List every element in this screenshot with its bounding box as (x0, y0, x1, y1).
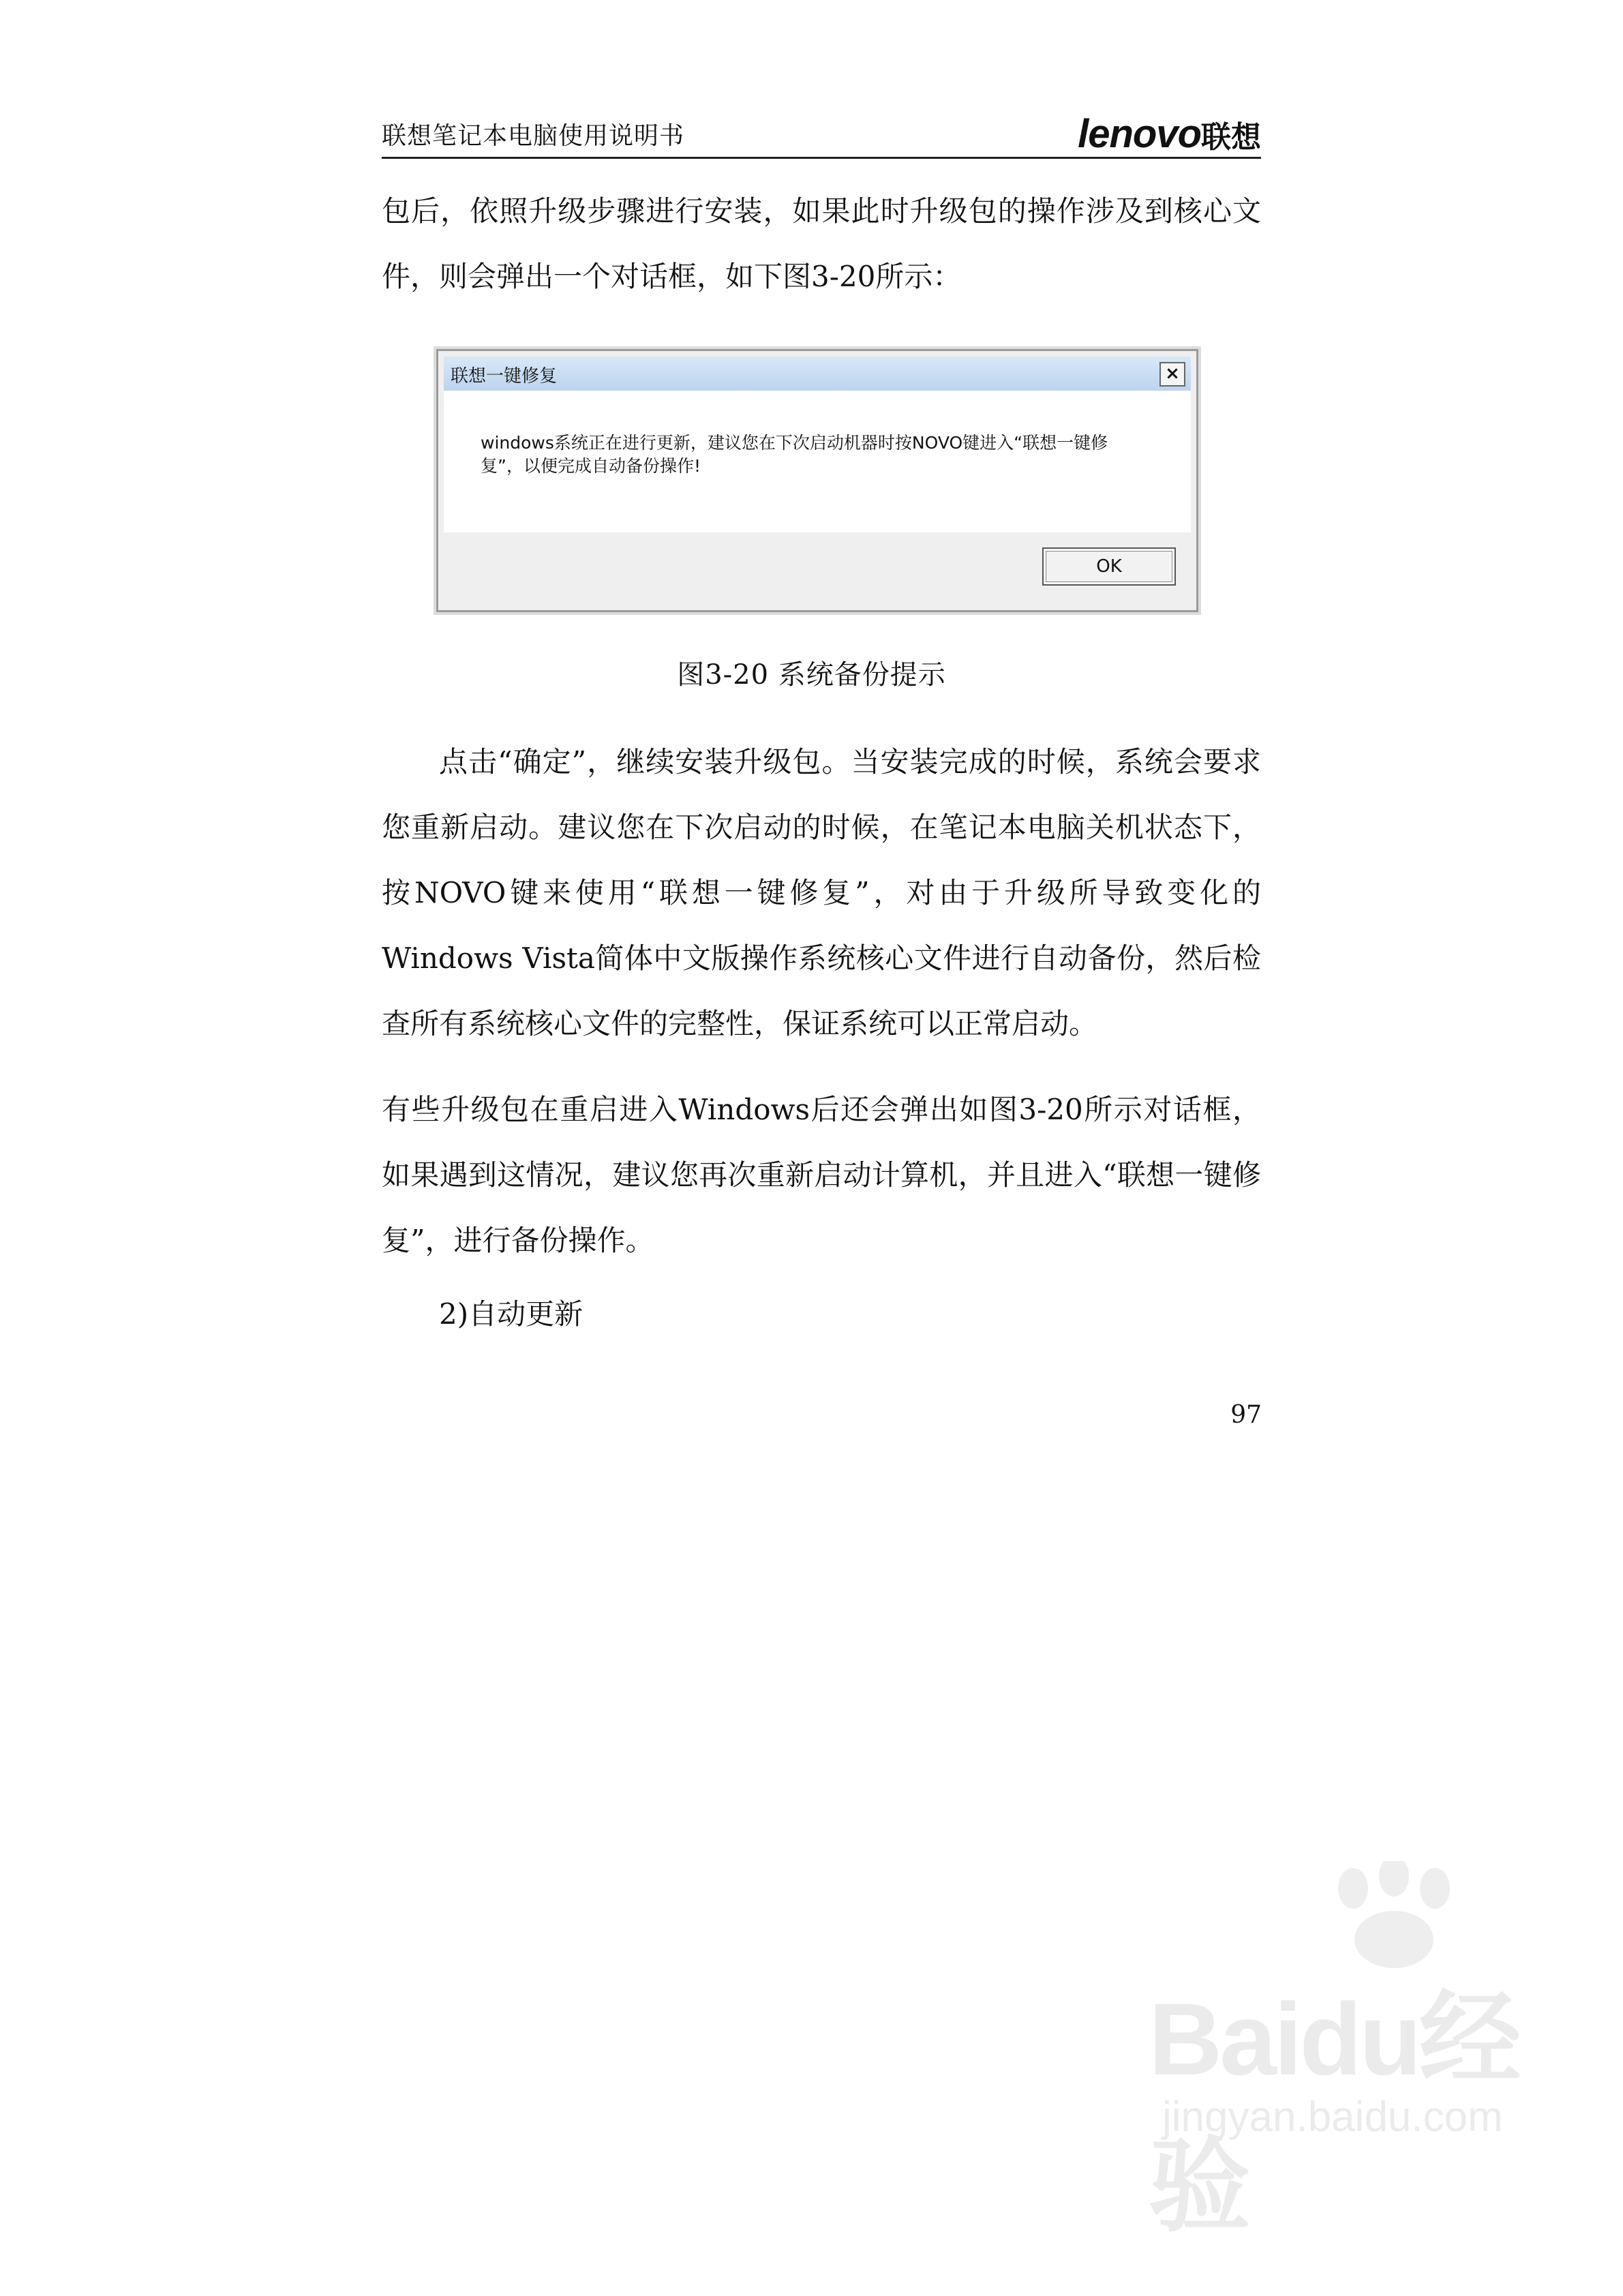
baidu-watermark (1149, 1861, 1530, 2244)
brand-en: lenovo (1078, 112, 1201, 156)
close-button[interactable]: × (1159, 362, 1185, 387)
figure-caption: 图3-20 系统备份提示 (677, 659, 946, 691)
paw-icon (1305, 1861, 1483, 1970)
watermark-logo: Baidu经验 (1149, 1982, 1519, 2244)
paragraph-restart: 有些升级包在重启进入Windows后还会弹出如图3-20所示对话框，如果遇到这情况，建议您再次重新启动计算机，并且进入“联想一键修复”，进行备份操作。 (382, 1093, 1261, 1257)
paragraph-confirm: 点击“确定”，继续安装升级包。当安装完成的时候，系统会要求您重新启动。建议您在下次启动的时候，在笔记本电脑关机状态下，按NOVO键来使用“联想一键修复”，对由于升级所导致变化的Windows Vista简体中文版操作系统核心文件进行自动备份，然后检查所有系统核心文件的完整性，保证系统可以正常启动。 (382, 745, 1261, 1040)
dialog-window (436, 349, 1198, 612)
dialog-message: windows系统正在进行更新，建议您在下次启动机器时按NOVO键进入“联想一键修复”，以便完成自动备份操作! (481, 433, 1108, 476)
header-title: 联想笔记本电脑使用说明书 (382, 122, 685, 150)
page-number: 97 (1230, 1401, 1262, 1429)
watermark-url: jingyan.baidu.com (1162, 2094, 1503, 2141)
page-header (382, 109, 1261, 159)
brand-cn: 联想 (1201, 121, 1261, 154)
ok-button[interactable]: OK (1042, 547, 1176, 586)
dialog-body (444, 391, 1191, 532)
paragraph-intro: 包后，依照升级步骤进行安装，如果此时升级包的操作涉及到核心文件，则会弹出一个对话框，如下图3-20所示： (382, 194, 1261, 293)
dialog-title: 联想一键修复 (451, 366, 558, 387)
lenovo-logo (1078, 112, 1261, 156)
dialog-titlebar (444, 357, 1191, 391)
paragraph-auto-update: 2)自动更新 (439, 1297, 583, 1331)
